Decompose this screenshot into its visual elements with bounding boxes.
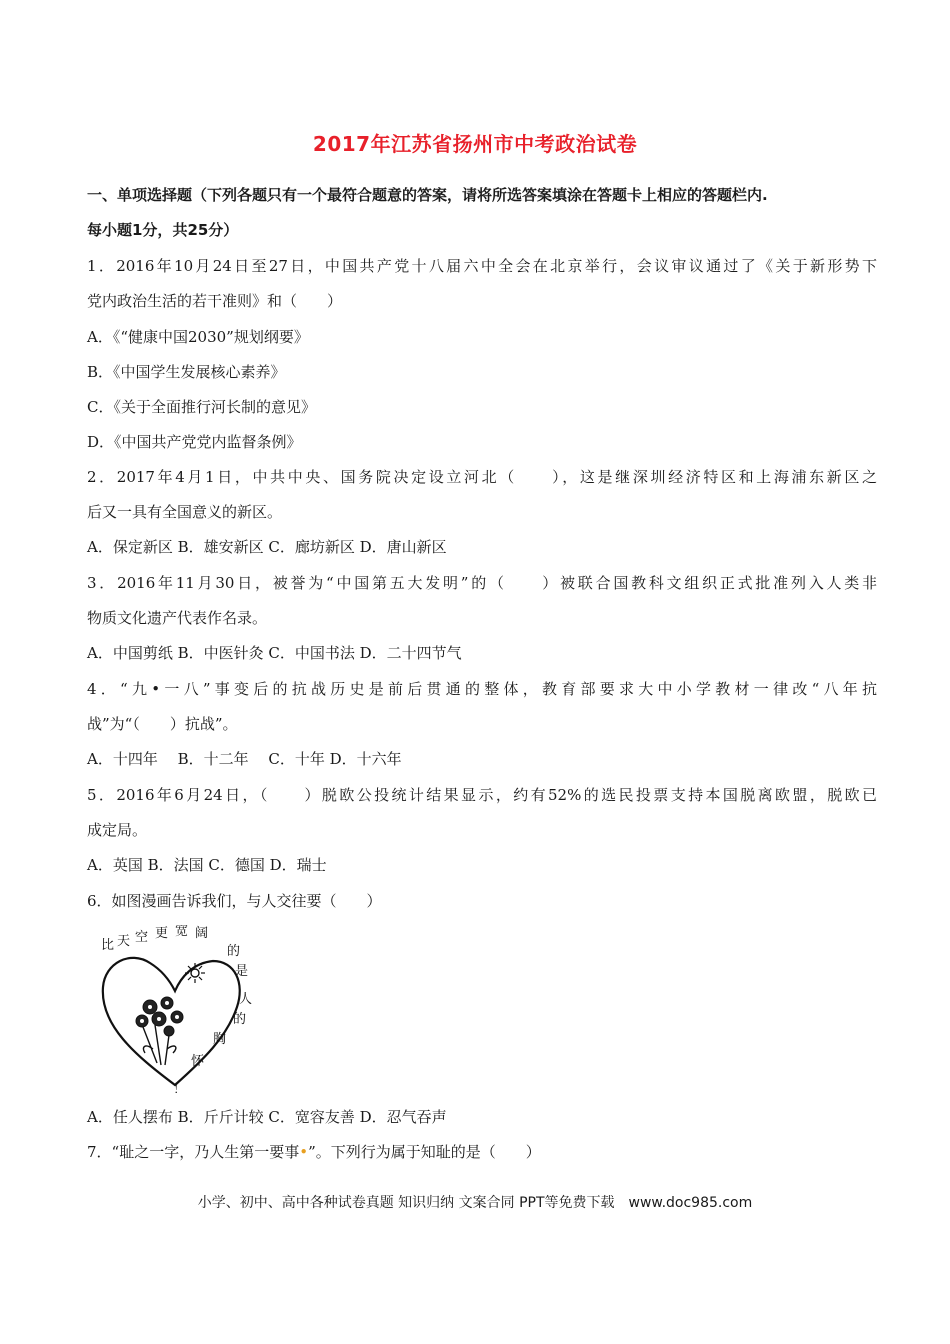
question-5-line2: 成定局。 bbox=[87, 821, 148, 839]
question-6-line1: 6．如图漫画告诉我们，与人交往要（ ） bbox=[87, 892, 382, 910]
heart-cartoon-drawing bbox=[95, 925, 255, 1095]
page-title: 2017年江苏省扬州市中考政治试卷 bbox=[312, 132, 638, 156]
question-1-option-c: C．《关于全面推行河长制的意见》 bbox=[87, 398, 316, 416]
svg-text:天: 天 bbox=[117, 934, 131, 949]
svg-text:胸: 胸 bbox=[213, 1032, 227, 1047]
svg-text:人: 人 bbox=[239, 992, 253, 1007]
question-2-line1: 2．2017年4月1日，中共中央、国务院决定设立河北（ ），这是继深圳经济特区和上海浦东新区之 bbox=[87, 468, 877, 486]
emphasis-dot: • bbox=[299, 1143, 309, 1161]
section-heading-line2: 每小题1分，共25分） bbox=[87, 221, 239, 239]
svg-text:的: 的 bbox=[233, 1012, 247, 1027]
page-footer: 小学、初中、高中各种试卷真题 知识归纳 文案合同 PPT等免费下载 www.doc985.com bbox=[197, 1195, 753, 1211]
question-1-option-b: B．《中国学生发展核心素养》 bbox=[87, 363, 286, 381]
question-2-line2: 后又一具有全国意义的新区。 bbox=[87, 503, 283, 521]
question-7-text-a: 7．“耻之一字，乃人生第一要事 bbox=[87, 1143, 300, 1161]
question-1-line2: 党内政治生活的若干准则》和（ ） bbox=[87, 292, 343, 310]
svg-text:的: 的 bbox=[227, 944, 241, 959]
question-3-line2: 物质文化遗产代表作名录。 bbox=[87, 609, 268, 627]
question-7-text-b: ”。下列行为属于知耻的是（ ） bbox=[308, 1143, 541, 1161]
question-2-options: A．保定新区 B．雄安新区 C．廊坊新区 D．唐山新区 bbox=[87, 538, 447, 556]
svg-text:比: 比 bbox=[101, 938, 115, 953]
question-1-option-a: A．《“健康中国2030”规划纲要》 bbox=[87, 328, 309, 346]
question-1-line1: 1．2016年10月24日至27日，中国共产党十八届六中全会在北京举行，会议审议通过了《关于新形势下 bbox=[87, 257, 877, 275]
question-5-line1: 5．2016年6月24日，（ ）脱欧公投统计结果显示，约有52%的选民投票支持本国脱离欧盟，脱欧已 bbox=[87, 786, 877, 804]
heart-cartoon bbox=[95, 925, 255, 1095]
question-7-line1 bbox=[87, 1141, 877, 1162]
question-3-line1: 3．2016年11月30日，被誉为“中国第五大发明”的（ ）被联合国教科文组织正式批准列入人类非 bbox=[87, 574, 877, 592]
svg-text:宽: 宽 bbox=[175, 925, 189, 939]
section-heading-line1: 一、单项选择题（下列各题只有一个最符合题意的答案，请将所选答案填涂在答题卡上相应的答题栏内. bbox=[87, 186, 768, 204]
question-1-option-d: D．《中国共产党党内监督条例》 bbox=[87, 433, 302, 451]
question-6-options: A．任人摆布 B．斤斤计较 C．宽容友善 D．忍气吞声 bbox=[87, 1108, 447, 1126]
svg-text:阔: 阔 bbox=[195, 926, 209, 941]
svg-text:更: 更 bbox=[155, 926, 169, 941]
svg-text:！: ！ bbox=[173, 1082, 187, 1095]
svg-text:是: 是 bbox=[235, 964, 249, 979]
svg-text:空: 空 bbox=[135, 930, 149, 945]
question-3-options: A．中国剪纸 B．中医针灸 C．中国书法 D．二十四节气 bbox=[87, 644, 462, 662]
question-5-options: A．英国 B．法国 C．德国 D．瑞士 bbox=[87, 856, 327, 874]
svg-text:怀: 怀 bbox=[191, 1054, 205, 1069]
question-4-line1: 4．“九•一八”事变后的抗战历史是前后贯通的整体，教育部要求大中小学教材一律改“八年抗 bbox=[87, 680, 877, 698]
question-4-line2: 战”为“（ ）抗战”。 bbox=[87, 715, 238, 733]
question-4-options: A．十四年 B．十二年 C．十年 D．十六年 bbox=[87, 750, 402, 768]
